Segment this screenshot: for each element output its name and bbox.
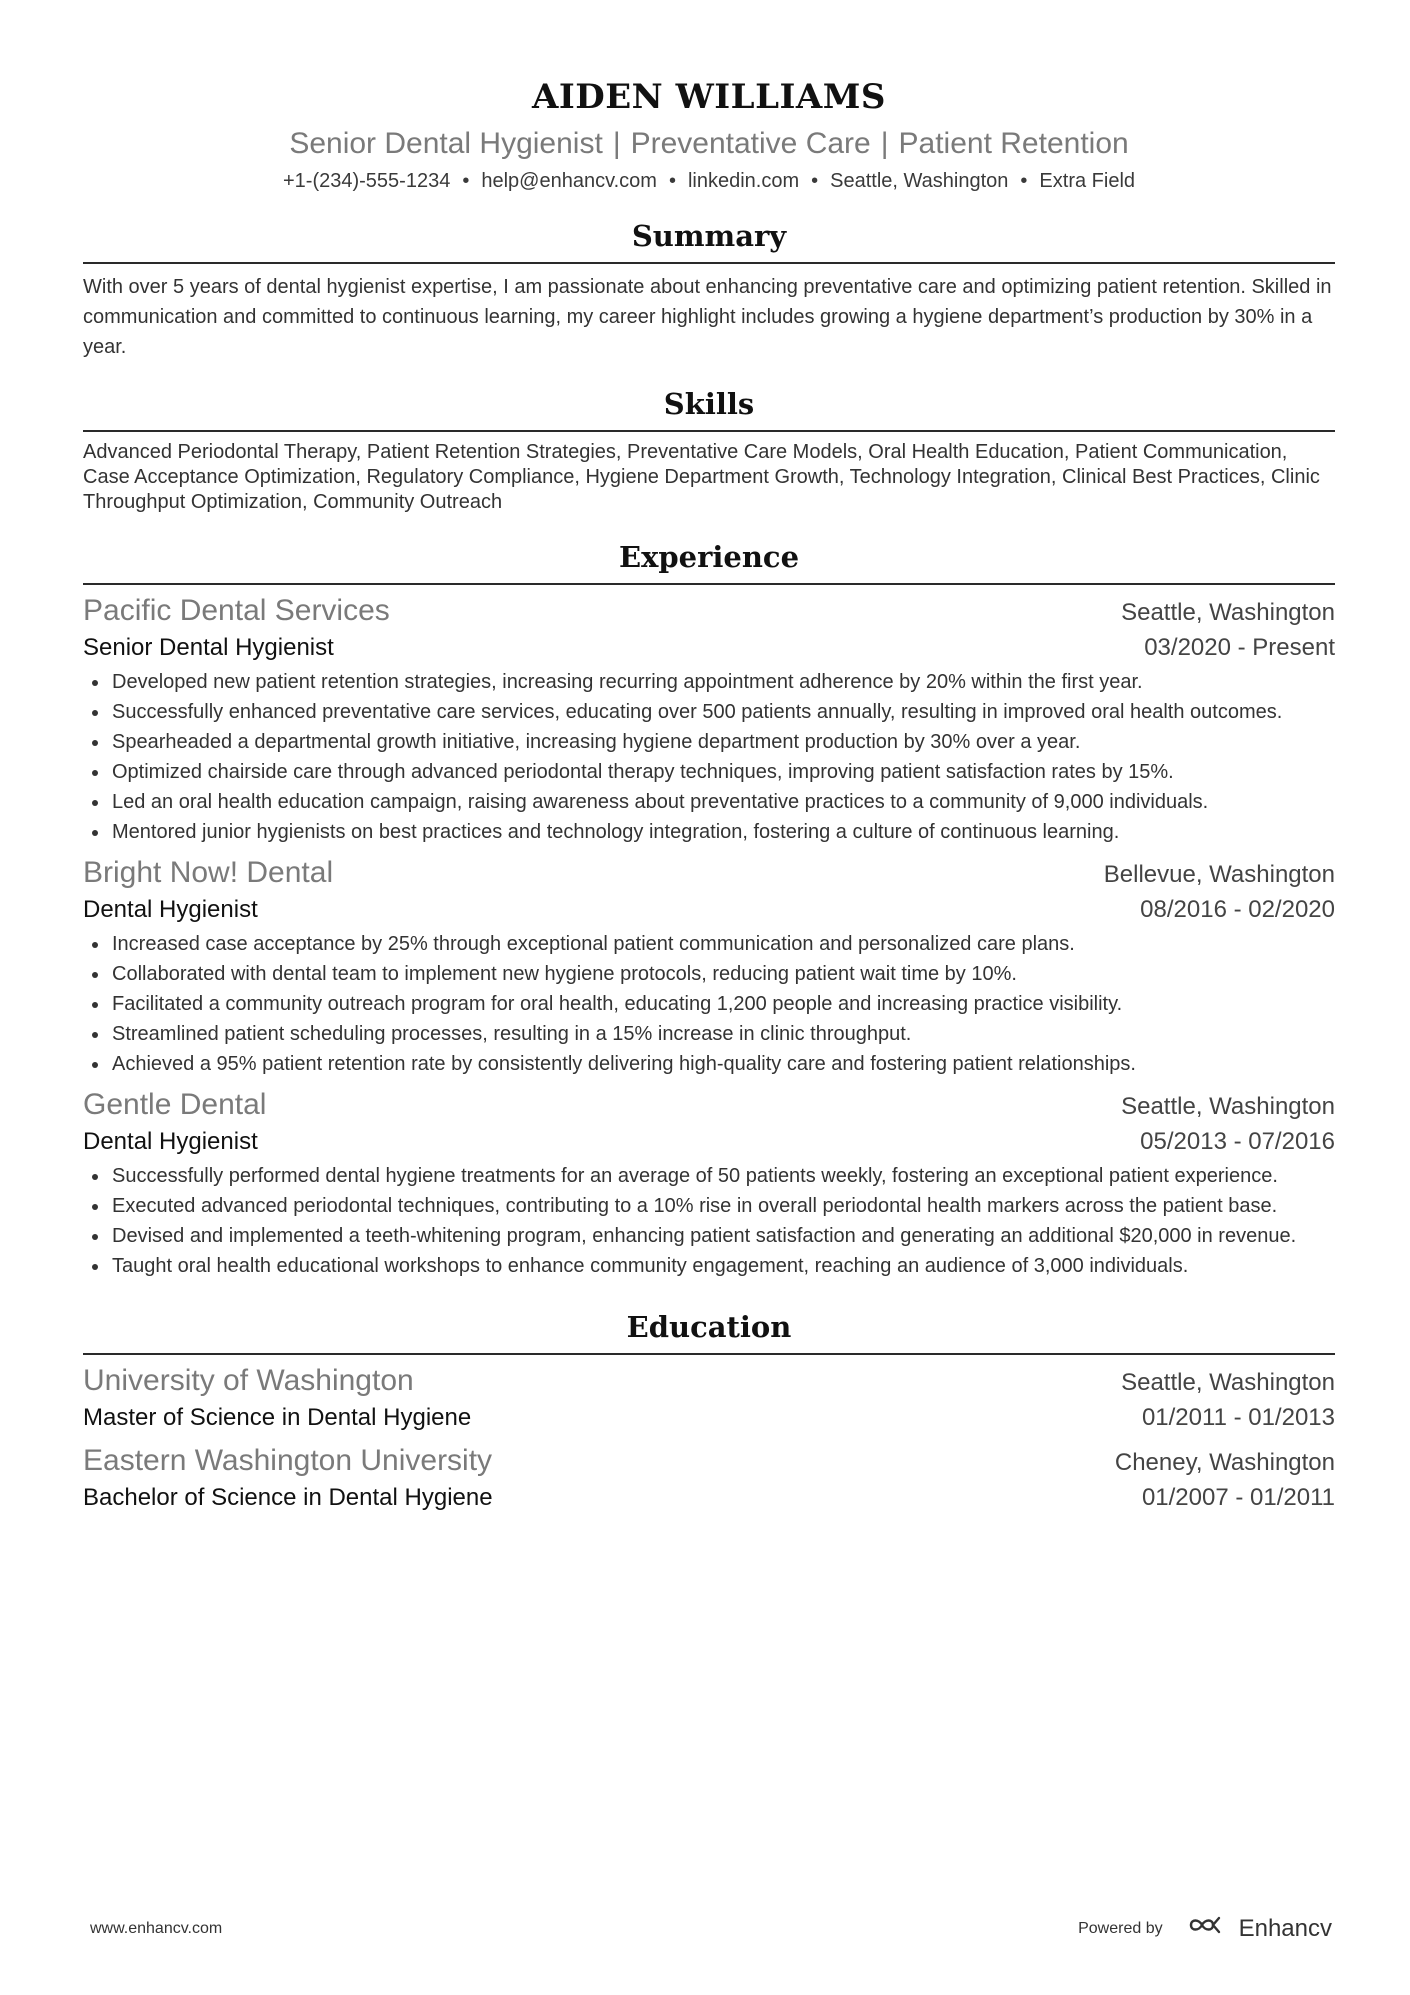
entry-subheader: [83, 1481, 1335, 1515]
section-divider: [83, 1353, 1335, 1355]
summary-section: [83, 214, 1335, 362]
entry-subheader: [83, 893, 1335, 927]
education-dates: 01/2011 - 01/2013: [1141, 1404, 1335, 1431]
powered-by: [1078, 1914, 1332, 1943]
achievement-item: Developed new patient retention strategies, increasing recurring appointment adherence by 20% within the first year.: [83, 667, 1335, 697]
achievement-item: Facilitated a community outreach program for oral health, educating 1,200 people and increasing practice visibility.: [83, 989, 1335, 1019]
achievement-item: Spearheaded a departmental growth initiative, increasing hygiene department production by 30% over a year.: [83, 727, 1335, 757]
headline-item: Preventative Care: [630, 127, 871, 160]
section-title-summary: Summary: [631, 219, 787, 253]
job-title: Senior Dental Hygienist: [83, 634, 334, 661]
page-footer: [90, 1914, 1332, 1943]
job-title: Dental Hygienist: [83, 896, 258, 923]
headline-item: Patient Retention: [898, 127, 1129, 160]
entry-header: [83, 1363, 1335, 1401]
location: Seattle, Washington: [830, 170, 1009, 192]
job-location: Seattle, Washington: [1121, 599, 1335, 626]
skills-text: Advanced Periodontal Therapy, Patient Retention Strategies, Preventative Care Models, Oral Health Education, Patient Communication, Case Acceptance Optimization, Regulatory Compliance, Hygiene Department Growth, Technology Integration, Clinical Best Practices, Clinic Throughput Optimization, Community Outreach: [83, 441, 1320, 513]
achievement-item: Successfully enhanced preventative care services, educating over 500 patients annually, resulting in improved oral health outcomes.: [83, 697, 1335, 727]
achievement-list: [83, 667, 1335, 847]
achievement-item: Successfully performed dental hygiene treatments for an average of 50 patients weekly, fostering an exceptional patient experience.: [83, 1161, 1335, 1191]
education-section: [83, 1305, 1335, 1515]
education-dates: 01/2007 - 01/2011: [1141, 1484, 1335, 1511]
school-name: Eastern Washington University: [83, 1444, 493, 1477]
achievement-item: Led an oral health education campaign, raising awareness about preventative practices to a community of 9,000 individuals.: [83, 787, 1335, 817]
job-dates: 03/2020 - Present: [1144, 634, 1335, 661]
job-dates: 08/2016 - 02/2020: [1140, 896, 1335, 923]
school-location: Seattle, Washington: [1121, 1369, 1335, 1396]
company-name: Bright Now! Dental: [83, 856, 334, 889]
contact-separator: •: [811, 170, 819, 192]
summary-text: With over 5 years of dental hygienist expertise, I am passionate about enhancing preventative care and optimizing patient retention. Skilled in communication and committed to continuous learning, my career highlight includes growing a hygiene department’s production by 30% in a year.: [83, 276, 1332, 358]
skills-section: [83, 382, 1335, 515]
enhancv-brand[interactable]: [1187, 1914, 1332, 1943]
section-divider: [83, 262, 1335, 264]
achievement-item: Achieved a 95% patient retention rate by consistently delivering high-quality care and fostering patient relationships.: [83, 1049, 1335, 1079]
section-title-experience: Experience: [618, 540, 800, 574]
achievement-item: Streamlined patient scheduling processes, resulting in a 15% increase in clinic throughput.: [83, 1019, 1335, 1049]
enhancv-logo-icon: [1187, 1914, 1231, 1943]
section-divider: [83, 583, 1335, 585]
achievement-item: Devised and implemented a teeth-whitening program, enhancing patient satisfaction and generating an additional $20,000 in revenue.: [83, 1221, 1335, 1251]
headline: [83, 124, 1335, 164]
experience-entry: [83, 593, 1335, 847]
achievement-item: Taught oral health educational workshops to enhance community engagement, reaching an audience of 3,000 individuals.: [83, 1251, 1335, 1281]
entry-header: [83, 1087, 1335, 1125]
education-entry: [83, 1363, 1335, 1435]
section-title-education: Education: [626, 1310, 792, 1344]
achievement-item: Collaborated with dental team to implement new hygiene protocols, reducing patient wait time by 10%.: [83, 959, 1335, 989]
achievement-list: [83, 929, 1335, 1079]
degree: Master of Science in Dental Hygiene: [83, 1404, 472, 1431]
extra-field: Extra Field: [1039, 170, 1136, 192]
job-title: Dental Hygienist: [83, 1128, 258, 1155]
brand-name: Enhancv: [1238, 1914, 1332, 1942]
company-name: Gentle Dental: [83, 1088, 267, 1121]
achievement-item: Executed advanced periodontal techniques, contributing to a 10% rise in overall periodontal health markers across the patient base.: [83, 1191, 1335, 1221]
entry-header: [83, 1443, 1335, 1481]
contact-separator: •: [462, 170, 470, 192]
degree: Bachelor of Science in Dental Hygiene: [83, 1484, 493, 1511]
job-location: Seattle, Washington: [1121, 1093, 1335, 1120]
entry-subheader: [83, 1401, 1335, 1435]
section-divider: [83, 430, 1335, 432]
entry-subheader: [83, 631, 1335, 665]
headline-separator: |: [612, 127, 621, 160]
entry-header: [83, 855, 1335, 893]
achievement-item: Mentored junior hygienists on best practices and technology integration, fostering a culture of continuous learning.: [83, 817, 1335, 847]
experience-entry: [83, 1087, 1335, 1281]
entry-subheader: [83, 1125, 1335, 1159]
entry-header: [83, 593, 1335, 631]
experience-section: [83, 535, 1335, 1281]
job-location: Bellevue, Washington: [1103, 861, 1335, 888]
contact-line: [83, 166, 1335, 196]
linkedin-link[interactable]: linkedin.com: [687, 170, 800, 192]
experience-entry: [83, 855, 1335, 1079]
headline-separator: |: [880, 127, 889, 160]
email[interactable]: help@enhancv.com: [481, 170, 657, 192]
school-name: University of Washington: [83, 1364, 414, 1397]
footer-website-link[interactable]: www.enhancv.com: [90, 1919, 223, 1937]
achievement-list: [83, 1161, 1335, 1281]
resume-header: [83, 70, 1335, 196]
contact-separator: •: [668, 170, 676, 192]
education-entry: [83, 1443, 1335, 1515]
achievement-item: Optimized chairside care through advanced periodontal therapy techniques, improving patient satisfaction rates by 15%.: [83, 757, 1335, 787]
contact-separator: •: [1020, 170, 1028, 192]
candidate-name: AIDEN WILLIAMS: [532, 77, 886, 117]
powered-by-label: Powered by: [1078, 1919, 1163, 1937]
achievement-item: Increased case acceptance by 25% through exceptional patient communication and personalized care plans.: [83, 929, 1335, 959]
school-location: Cheney, Washington: [1114, 1449, 1335, 1476]
section-title-skills: Skills: [663, 387, 755, 421]
job-dates: 05/2013 - 07/2016: [1140, 1128, 1335, 1155]
headline-item: Senior Dental Hygienist: [289, 127, 603, 160]
company-name: Pacific Dental Services: [83, 594, 390, 627]
phone[interactable]: +1-(234)-555-1234: [282, 170, 451, 192]
resume-page: [83, 70, 1335, 1523]
